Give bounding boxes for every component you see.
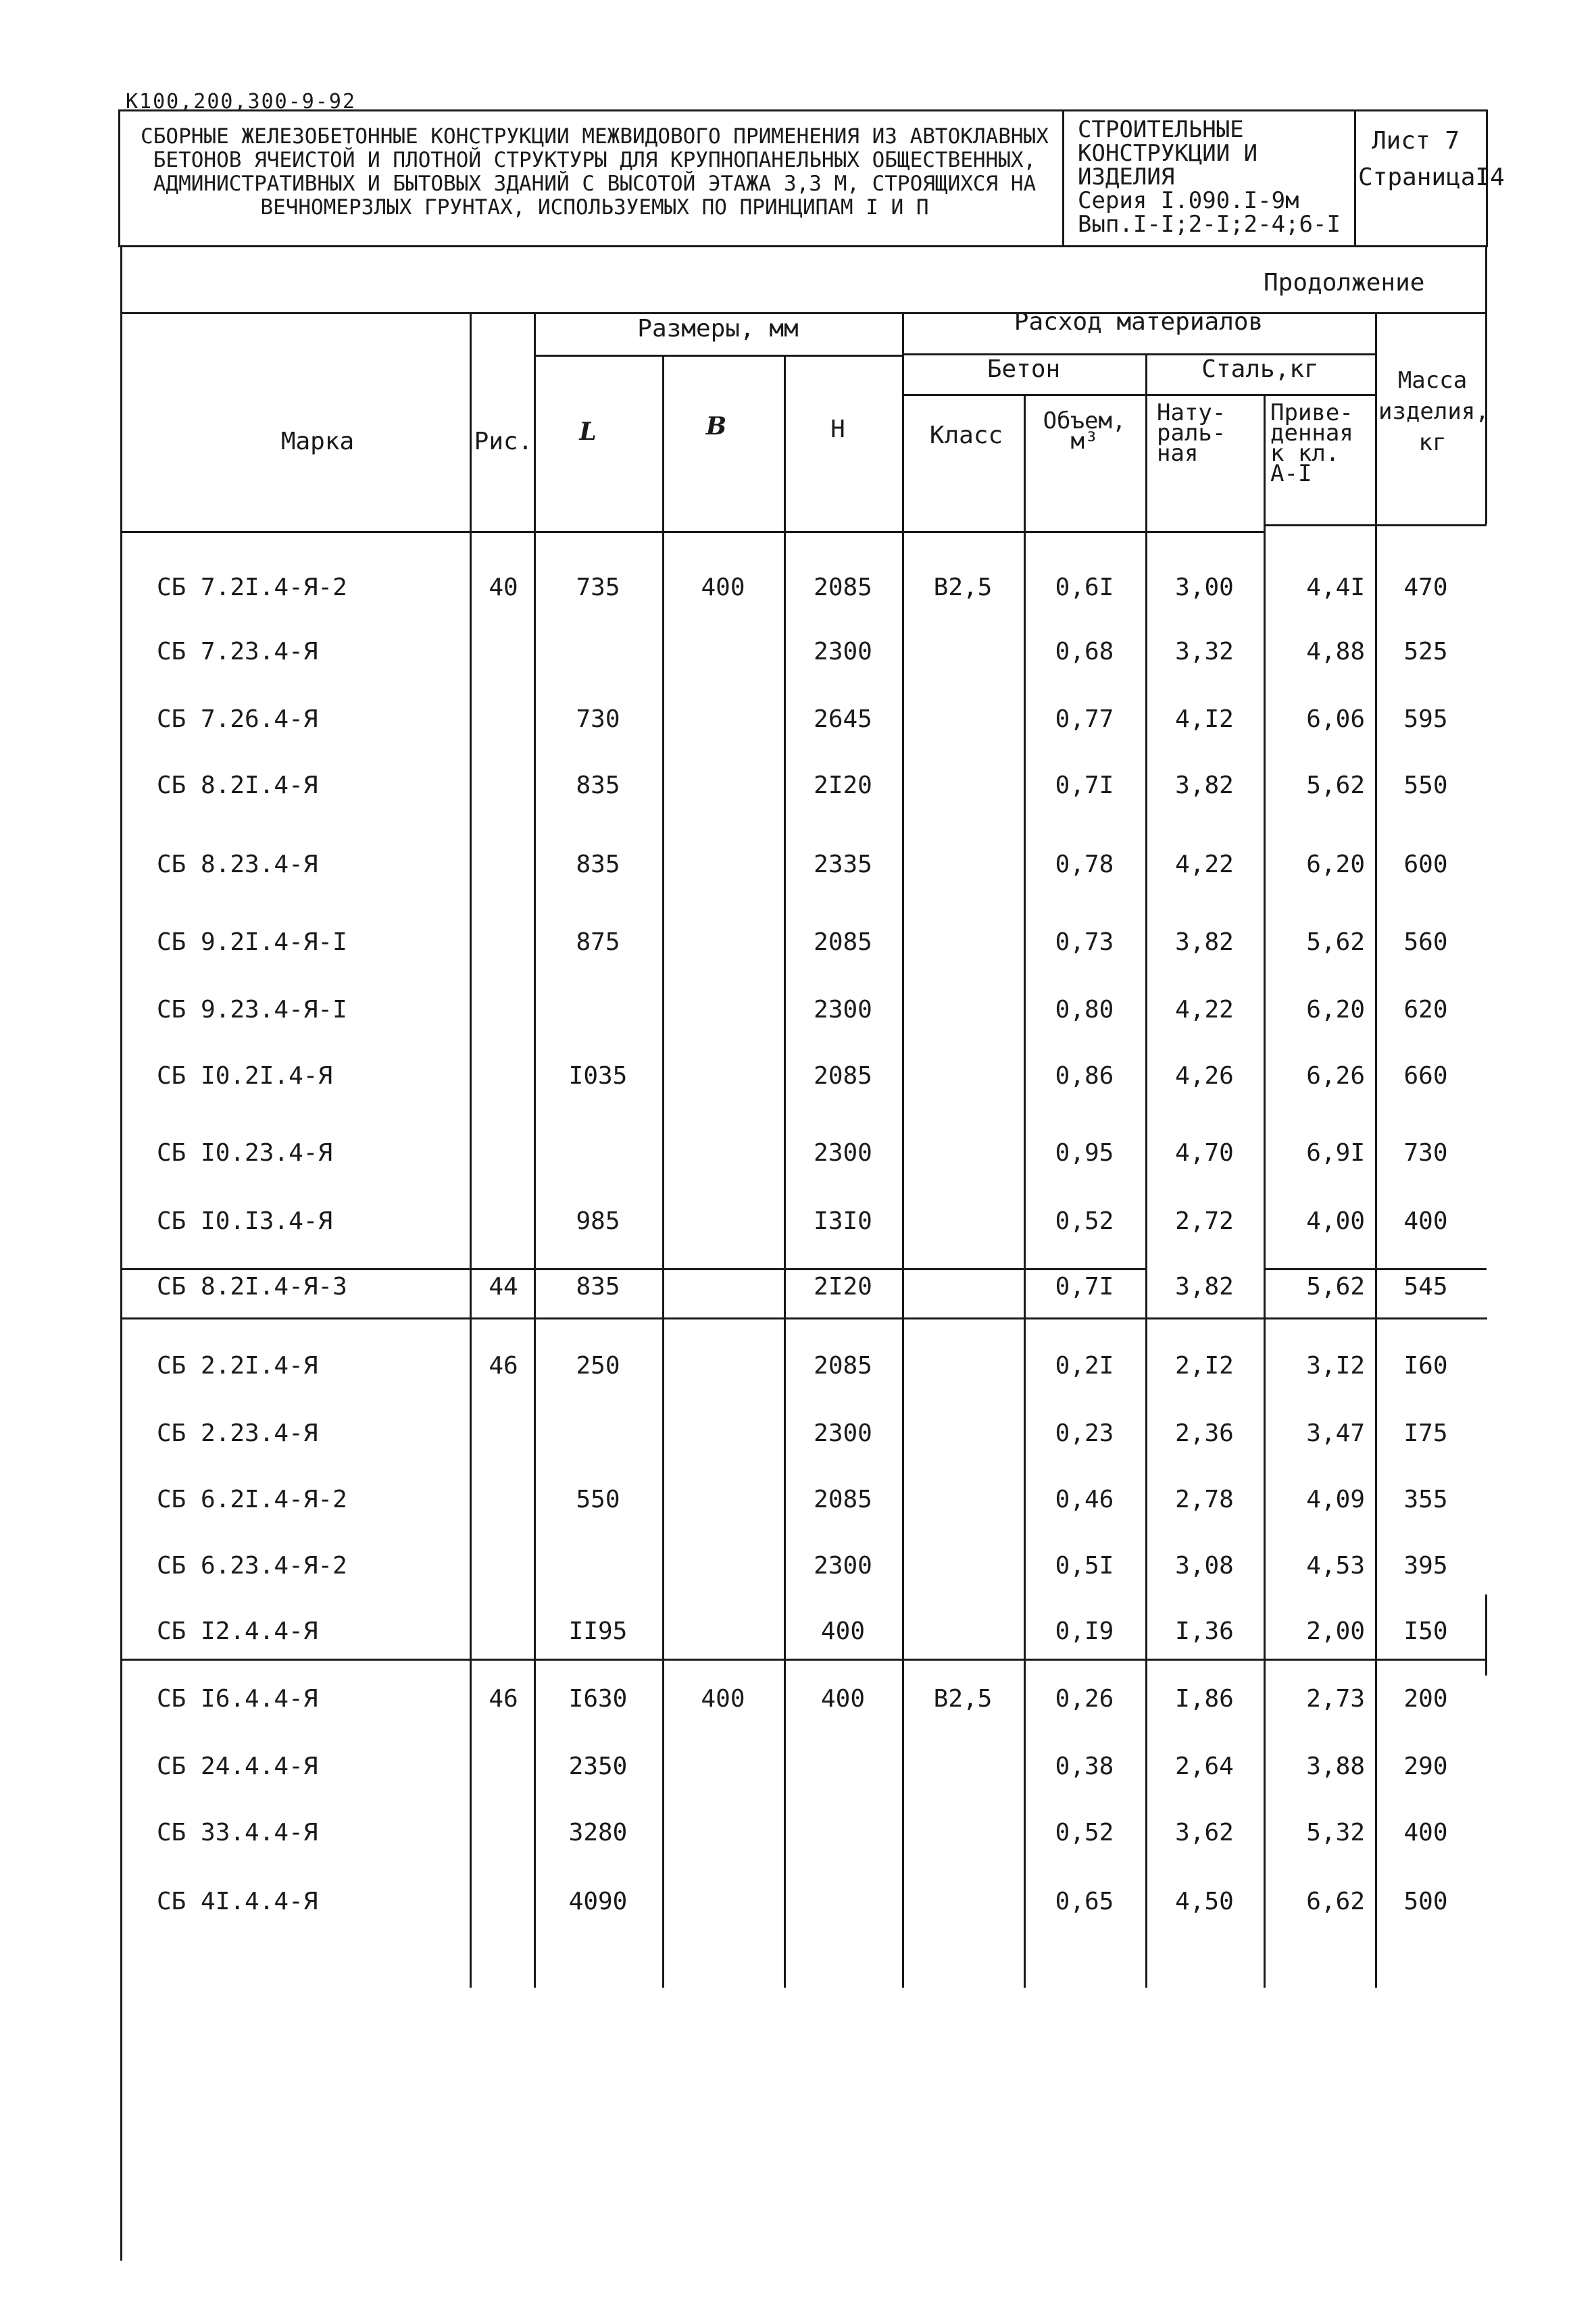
cell-cls xyxy=(902,1136,1024,1170)
cell-priv: 4,53 xyxy=(1306,1552,1365,1580)
cell-priv: 5,62 xyxy=(1306,772,1365,799)
cell-h: 2085 xyxy=(814,1062,872,1090)
cell-nat: 4,22 xyxy=(1175,851,1234,878)
cell-cls xyxy=(902,1417,1024,1451)
col-header-concrete: Бетон xyxy=(987,355,1061,383)
sheet-divider xyxy=(1354,109,1356,247)
cell-nat: 3,82 xyxy=(1175,1273,1234,1301)
cell-ris: 40 xyxy=(489,574,518,601)
cell-vol: 0,78 xyxy=(1055,851,1114,878)
cell-cls: В2,5 xyxy=(933,574,993,601)
cell-l: 3280 xyxy=(568,1819,628,1846)
cell-ris: 44 xyxy=(489,1273,518,1301)
cell-h: I3I0 xyxy=(814,1207,872,1235)
document-code: К100,200,300-9-92 xyxy=(126,90,357,114)
cell-l: 835 xyxy=(576,851,620,878)
cell-vol: 0,80 xyxy=(1055,996,1114,1024)
cell-nat: 4,22 xyxy=(1175,996,1234,1024)
cell-vol: 0,I9 xyxy=(1055,1617,1114,1645)
col-line-ris xyxy=(470,312,472,1988)
cell-priv: 4,00 xyxy=(1306,1207,1365,1235)
cell-mass: 400 xyxy=(1403,1207,1448,1235)
cell-vol: 0,52 xyxy=(1055,1819,1114,1846)
cell-ris xyxy=(473,1136,534,1170)
cell-cls xyxy=(902,635,1024,669)
cell-mass: 550 xyxy=(1403,772,1448,799)
col-header-b: B xyxy=(705,412,727,441)
cell-nat: 4,26 xyxy=(1175,1062,1234,1090)
cell-ris: 46 xyxy=(489,1685,518,1713)
cell-marka: СБ 2.23.4-Я xyxy=(157,1419,318,1447)
cell-l: 735 xyxy=(576,574,620,601)
cell-b xyxy=(662,1136,784,1170)
cell-h: 2300 xyxy=(814,638,872,665)
cell-cls xyxy=(902,1059,1024,1093)
cell-b xyxy=(662,1059,784,1093)
cell-vol: 0,6I xyxy=(1055,574,1114,601)
cell-nat: 4,50 xyxy=(1175,1888,1234,1915)
cell-b xyxy=(662,1750,784,1784)
cell-b xyxy=(662,993,784,1027)
cell-l xyxy=(534,635,662,669)
cell-ris xyxy=(473,1483,534,1517)
col-header-mass: Масса изделия, кг xyxy=(1378,367,1489,456)
concrete-steel-underline xyxy=(902,394,1375,396)
cell-marka: СБ 8.2I.4-Я xyxy=(157,772,318,799)
cell-marka: СБ 7.26.4-Я xyxy=(157,705,318,733)
cell-cls xyxy=(902,769,1024,803)
cell-l: II95 xyxy=(568,1617,628,1645)
cell-mass: 500 xyxy=(1403,1888,1448,1915)
cell-mass: 290 xyxy=(1403,1753,1448,1780)
cell-vol: 0,23 xyxy=(1055,1419,1114,1447)
cell-l: 835 xyxy=(576,772,620,799)
cell-mass: 400 xyxy=(1403,1819,1448,1846)
cell-cls: В2,5 xyxy=(933,1685,993,1713)
cell-marka: СБ 33.4.4-Я xyxy=(157,1819,318,1846)
cell-priv: 2,73 xyxy=(1306,1685,1365,1713)
cell-cls xyxy=(902,848,1024,882)
cell-h: 2I20 xyxy=(814,772,872,799)
cell-priv: 6,20 xyxy=(1306,851,1365,878)
cell-ris xyxy=(473,1750,534,1784)
cell-priv: 5,32 xyxy=(1306,1819,1365,1846)
cell-priv: 6,62 xyxy=(1306,1888,1365,1915)
cell-marka: СБ 9.2I.4-Я-I xyxy=(157,928,347,956)
cell-nat: 2,36 xyxy=(1175,1419,1234,1447)
cell-cls xyxy=(902,1549,1024,1583)
cell-b xyxy=(662,1816,784,1850)
cell-mass: 595 xyxy=(1403,705,1448,733)
cell-ris: 46 xyxy=(489,1352,518,1380)
page-number: СтраницаI4 xyxy=(1358,164,1505,191)
cell-h: 400 xyxy=(820,1685,866,1713)
cell-marka: СБ 9.23.4-Я-I xyxy=(157,996,347,1024)
cell-marka: СБ 8.23.4-Я xyxy=(157,851,318,878)
series-block xyxy=(1078,118,1341,236)
cell-b xyxy=(662,1483,784,1517)
cell-ris xyxy=(473,769,534,803)
sizes-underline xyxy=(534,355,902,357)
document-title: СБОРНЫЕ ЖЕЛЕЗОБЕТОННЫЕ КОНСТРУКЦИИ МЕЖВИДОВОГО ПРИМЕНЕНИЯ ИЗ АВТОКЛАВНЫХ БЕТОНОВ ЯЧЕИСТОЙ И ПЛОТНОЙ СТРУКТУРЫ ДЛЯ КРУПНОПАНЕЛЬНЫХ ОБЩЕСТВЕННЫХ, АДМИНИСТРАТИВНЫХ И БЫТОВЫХ ЗДАНИЙ С ВЫСОТОЙ ЭТАЖА 3,3 М, СТРОЯЩИХСЯ НА ВЕЧНОМЕРЗЛЫХ ГРУНТАХ, ИСПОЛЬЗУЕМЫХ ПО ПРИНЦИПАМ I И П xyxy=(141,124,1049,220)
cell-l: 730 xyxy=(576,705,620,733)
cell-mass: 600 xyxy=(1403,851,1448,878)
cell-nat: 2,72 xyxy=(1175,1207,1234,1235)
cell-ris xyxy=(473,1816,534,1850)
cell-vol: 0,73 xyxy=(1055,928,1114,956)
cell-nat: 2,I2 xyxy=(1175,1352,1234,1380)
cell-l: 550 xyxy=(576,1486,620,1513)
cell-nat: 3,82 xyxy=(1175,772,1234,799)
cell-cls xyxy=(902,1205,1024,1238)
cell-l: I035 xyxy=(568,1062,628,1090)
cell-b xyxy=(662,1885,784,1919)
cell-vol: 0,26 xyxy=(1055,1685,1114,1713)
cell-vol: 0,52 xyxy=(1055,1207,1114,1235)
cell-ris xyxy=(473,635,534,669)
cell-marka: СБ I0.23.4-Я xyxy=(157,1139,333,1167)
group-line xyxy=(120,1317,1487,1319)
cell-h xyxy=(784,1885,902,1919)
cell-vol: 0,65 xyxy=(1055,1888,1114,1915)
series-line: Серия I.090.I-9м xyxy=(1078,187,1299,214)
frame-left xyxy=(120,247,122,2261)
cell-priv: 6,9I xyxy=(1306,1139,1365,1167)
cell-l: 835 xyxy=(576,1273,620,1301)
cell-l: 250 xyxy=(576,1352,620,1380)
cell-nat: 2,64 xyxy=(1175,1753,1234,1780)
cell-mass: 355 xyxy=(1403,1486,1448,1513)
cell-priv: 5,62 xyxy=(1306,928,1365,956)
cell-h xyxy=(784,1750,902,1784)
cell-b xyxy=(662,1270,784,1304)
cell-priv: 4,88 xyxy=(1306,638,1365,665)
series-line: КОНСТРУКЦИИ И xyxy=(1078,140,1258,167)
cell-h: 2300 xyxy=(814,1419,872,1447)
cell-mass: 395 xyxy=(1403,1552,1448,1580)
cell-h: 2300 xyxy=(814,1552,872,1580)
col-header-marka: Марка xyxy=(280,428,355,455)
cell-mass: 660 xyxy=(1403,1062,1448,1090)
cell-mass: 730 xyxy=(1403,1139,1448,1167)
cell-priv: 6,06 xyxy=(1306,705,1365,733)
cell-marka: СБ 6.2I.4-Я-2 xyxy=(157,1486,347,1513)
col-header-ris: Рис. xyxy=(474,428,533,455)
cell-vol: 0,38 xyxy=(1055,1753,1114,1780)
cell-b xyxy=(662,1349,784,1383)
cell-b xyxy=(662,848,784,882)
group-line xyxy=(120,1659,1487,1661)
cell-ris xyxy=(473,1417,534,1451)
cell-mass: 470 xyxy=(1403,574,1448,601)
header-bottom-line xyxy=(120,531,1264,533)
cell-cls xyxy=(902,926,1024,959)
cell-marka: СБ 7.23.4-Я xyxy=(157,638,318,665)
cell-nat: 3,82 xyxy=(1175,928,1234,956)
cell-mass: 200 xyxy=(1403,1685,1448,1713)
cell-vol: 0,95 xyxy=(1055,1139,1114,1167)
series-line: ИЗДЕЛИЯ xyxy=(1078,164,1175,191)
cell-mass: I75 xyxy=(1403,1419,1448,1447)
cell-marka: СБ I6.4.4-Я xyxy=(157,1685,318,1713)
cell-cls xyxy=(902,1615,1024,1649)
cell-vol: 0,68 xyxy=(1055,638,1114,665)
cell-vol: 0,86 xyxy=(1055,1062,1114,1090)
cell-marka: СБ 24.4.4-Я xyxy=(157,1753,318,1780)
cell-ris xyxy=(473,1885,534,1919)
col-header-volume: Объем, м³ xyxy=(1043,407,1126,455)
cell-b xyxy=(662,1205,784,1238)
cell-ris xyxy=(473,1615,534,1649)
cell-nat: 3,00 xyxy=(1175,574,1234,601)
cell-h: 2085 xyxy=(814,574,872,601)
series-line: Вып.I-I;2-I;2-4;6-I xyxy=(1078,211,1341,238)
cell-vol: 0,5I xyxy=(1055,1552,1114,1580)
cell-h: 2645 xyxy=(814,705,872,733)
cell-b xyxy=(662,1549,784,1583)
cell-priv: 3,88 xyxy=(1306,1753,1365,1780)
cell-cls xyxy=(902,1750,1024,1784)
col-header-steel: Сталь,кг xyxy=(1201,355,1319,383)
cell-b xyxy=(662,926,784,959)
sheet-block xyxy=(1358,123,1505,196)
cell-mass: 560 xyxy=(1403,928,1448,956)
cell-l: I630 xyxy=(568,1685,628,1713)
cell-cls xyxy=(902,1483,1024,1517)
cell-marka: СБ 6.23.4-Я-2 xyxy=(157,1552,347,1580)
cell-h: 2I20 xyxy=(814,1273,872,1301)
cell-cls xyxy=(902,993,1024,1027)
col-line-volume xyxy=(1024,394,1026,1988)
cell-cls xyxy=(902,703,1024,736)
cell-nat: 4,70 xyxy=(1175,1139,1234,1167)
cell-l xyxy=(534,993,662,1027)
cell-priv: 4,09 xyxy=(1306,1486,1365,1513)
cell-priv: 3,47 xyxy=(1306,1419,1365,1447)
cell-mass: 620 xyxy=(1403,996,1448,1024)
cell-marka: СБ I0.I3.4-Я xyxy=(157,1207,333,1235)
frame-right-lower xyxy=(1485,1594,1487,1676)
cell-priv: 3,I2 xyxy=(1306,1352,1365,1380)
cell-l: 985 xyxy=(576,1207,620,1235)
cell-ris xyxy=(473,1549,534,1583)
title-divider xyxy=(1062,109,1064,247)
cell-vol: 0,2I xyxy=(1055,1352,1114,1380)
cell-h: 2300 xyxy=(814,996,872,1024)
cell-mass: 545 xyxy=(1403,1273,1448,1301)
cell-h xyxy=(784,1816,902,1850)
cell-ris xyxy=(473,993,534,1027)
cell-nat: I,86 xyxy=(1175,1685,1234,1713)
cell-cls xyxy=(902,1349,1024,1383)
cell-l: 875 xyxy=(576,928,620,956)
col-header-class: Класс xyxy=(929,422,1003,449)
cell-ris xyxy=(473,1059,534,1093)
cell-l: 2350 xyxy=(568,1753,628,1780)
cell-nat: 2,78 xyxy=(1175,1486,1234,1513)
cell-b xyxy=(662,769,784,803)
cell-ris xyxy=(473,848,534,882)
cell-b xyxy=(662,1615,784,1649)
cell-ris xyxy=(473,1205,534,1238)
cell-cls xyxy=(902,1270,1024,1304)
cell-marka: СБ I0.2I.4-Я xyxy=(157,1062,333,1090)
cell-nat: 3,08 xyxy=(1175,1552,1234,1580)
cell-h: 2335 xyxy=(814,851,872,878)
cell-mass: I50 xyxy=(1403,1617,1448,1645)
cell-l xyxy=(534,1417,662,1451)
cell-nat: 3,32 xyxy=(1175,638,1234,665)
cell-nat: 4,I2 xyxy=(1175,705,1234,733)
cell-vol: 0,77 xyxy=(1055,705,1114,733)
cell-l: 4090 xyxy=(568,1888,628,1915)
cell-priv: 6,20 xyxy=(1306,996,1365,1024)
cell-l xyxy=(534,1549,662,1583)
cell-b: 400 xyxy=(701,574,745,601)
cell-priv: 4,4I xyxy=(1306,574,1365,601)
cell-l xyxy=(534,1136,662,1170)
continuation-label: Продолжение xyxy=(1264,269,1425,297)
cell-marka: СБ 4I.4.4-Я xyxy=(157,1888,318,1915)
series-line: СТРОИТЕЛЬНЫЕ xyxy=(1078,116,1244,143)
cell-ris xyxy=(473,703,534,736)
cell-marka: СБ 2.2I.4-Я xyxy=(157,1352,318,1380)
cell-priv: 6,26 xyxy=(1306,1062,1365,1090)
cell-priv: 5,62 xyxy=(1306,1273,1365,1301)
cell-b xyxy=(662,1417,784,1451)
col-header-l: L xyxy=(579,418,597,446)
cell-marka: СБ 8.2I.4-Я-3 xyxy=(157,1273,347,1301)
cell-vol: 0,46 xyxy=(1055,1486,1114,1513)
cell-ris xyxy=(473,926,534,959)
cell-nat: I,36 xyxy=(1175,1617,1234,1645)
cell-b xyxy=(662,635,784,669)
cell-h: 2300 xyxy=(814,1139,872,1167)
sheet-number: Лист 7 xyxy=(1372,127,1460,155)
cell-h: 2085 xyxy=(814,928,872,956)
col-header-reduced: Приве-денная к кл. А-I xyxy=(1270,399,1353,487)
cell-vol: 0,7I xyxy=(1055,772,1114,799)
col-header-materials: Расход материалов xyxy=(1014,308,1264,336)
cell-vol: 0,7I xyxy=(1055,1273,1114,1301)
cell-b xyxy=(662,703,784,736)
cell-h: 2085 xyxy=(814,1352,872,1380)
cell-h: 2085 xyxy=(814,1486,872,1513)
cell-nat: 3,62 xyxy=(1175,1819,1234,1846)
cell-cls xyxy=(902,1885,1024,1919)
col-header-h: Н xyxy=(830,416,845,443)
cell-cls xyxy=(902,1816,1024,1850)
col-line-reduced xyxy=(1264,394,1266,1988)
cell-priv: 2,00 xyxy=(1306,1617,1365,1645)
cell-mass: I60 xyxy=(1403,1352,1448,1380)
cell-marka: СБ 7.2I.4-Я-2 xyxy=(157,574,347,601)
cell-h: 400 xyxy=(820,1617,866,1645)
col-header-sizes: Размеры, мм xyxy=(637,315,799,343)
cell-b: 400 xyxy=(701,1685,745,1713)
cell-mass: 525 xyxy=(1403,638,1448,665)
col-header-natural: Нату-раль-ная xyxy=(1157,399,1226,467)
cell-marka: СБ I2.4.4-Я xyxy=(157,1617,318,1645)
